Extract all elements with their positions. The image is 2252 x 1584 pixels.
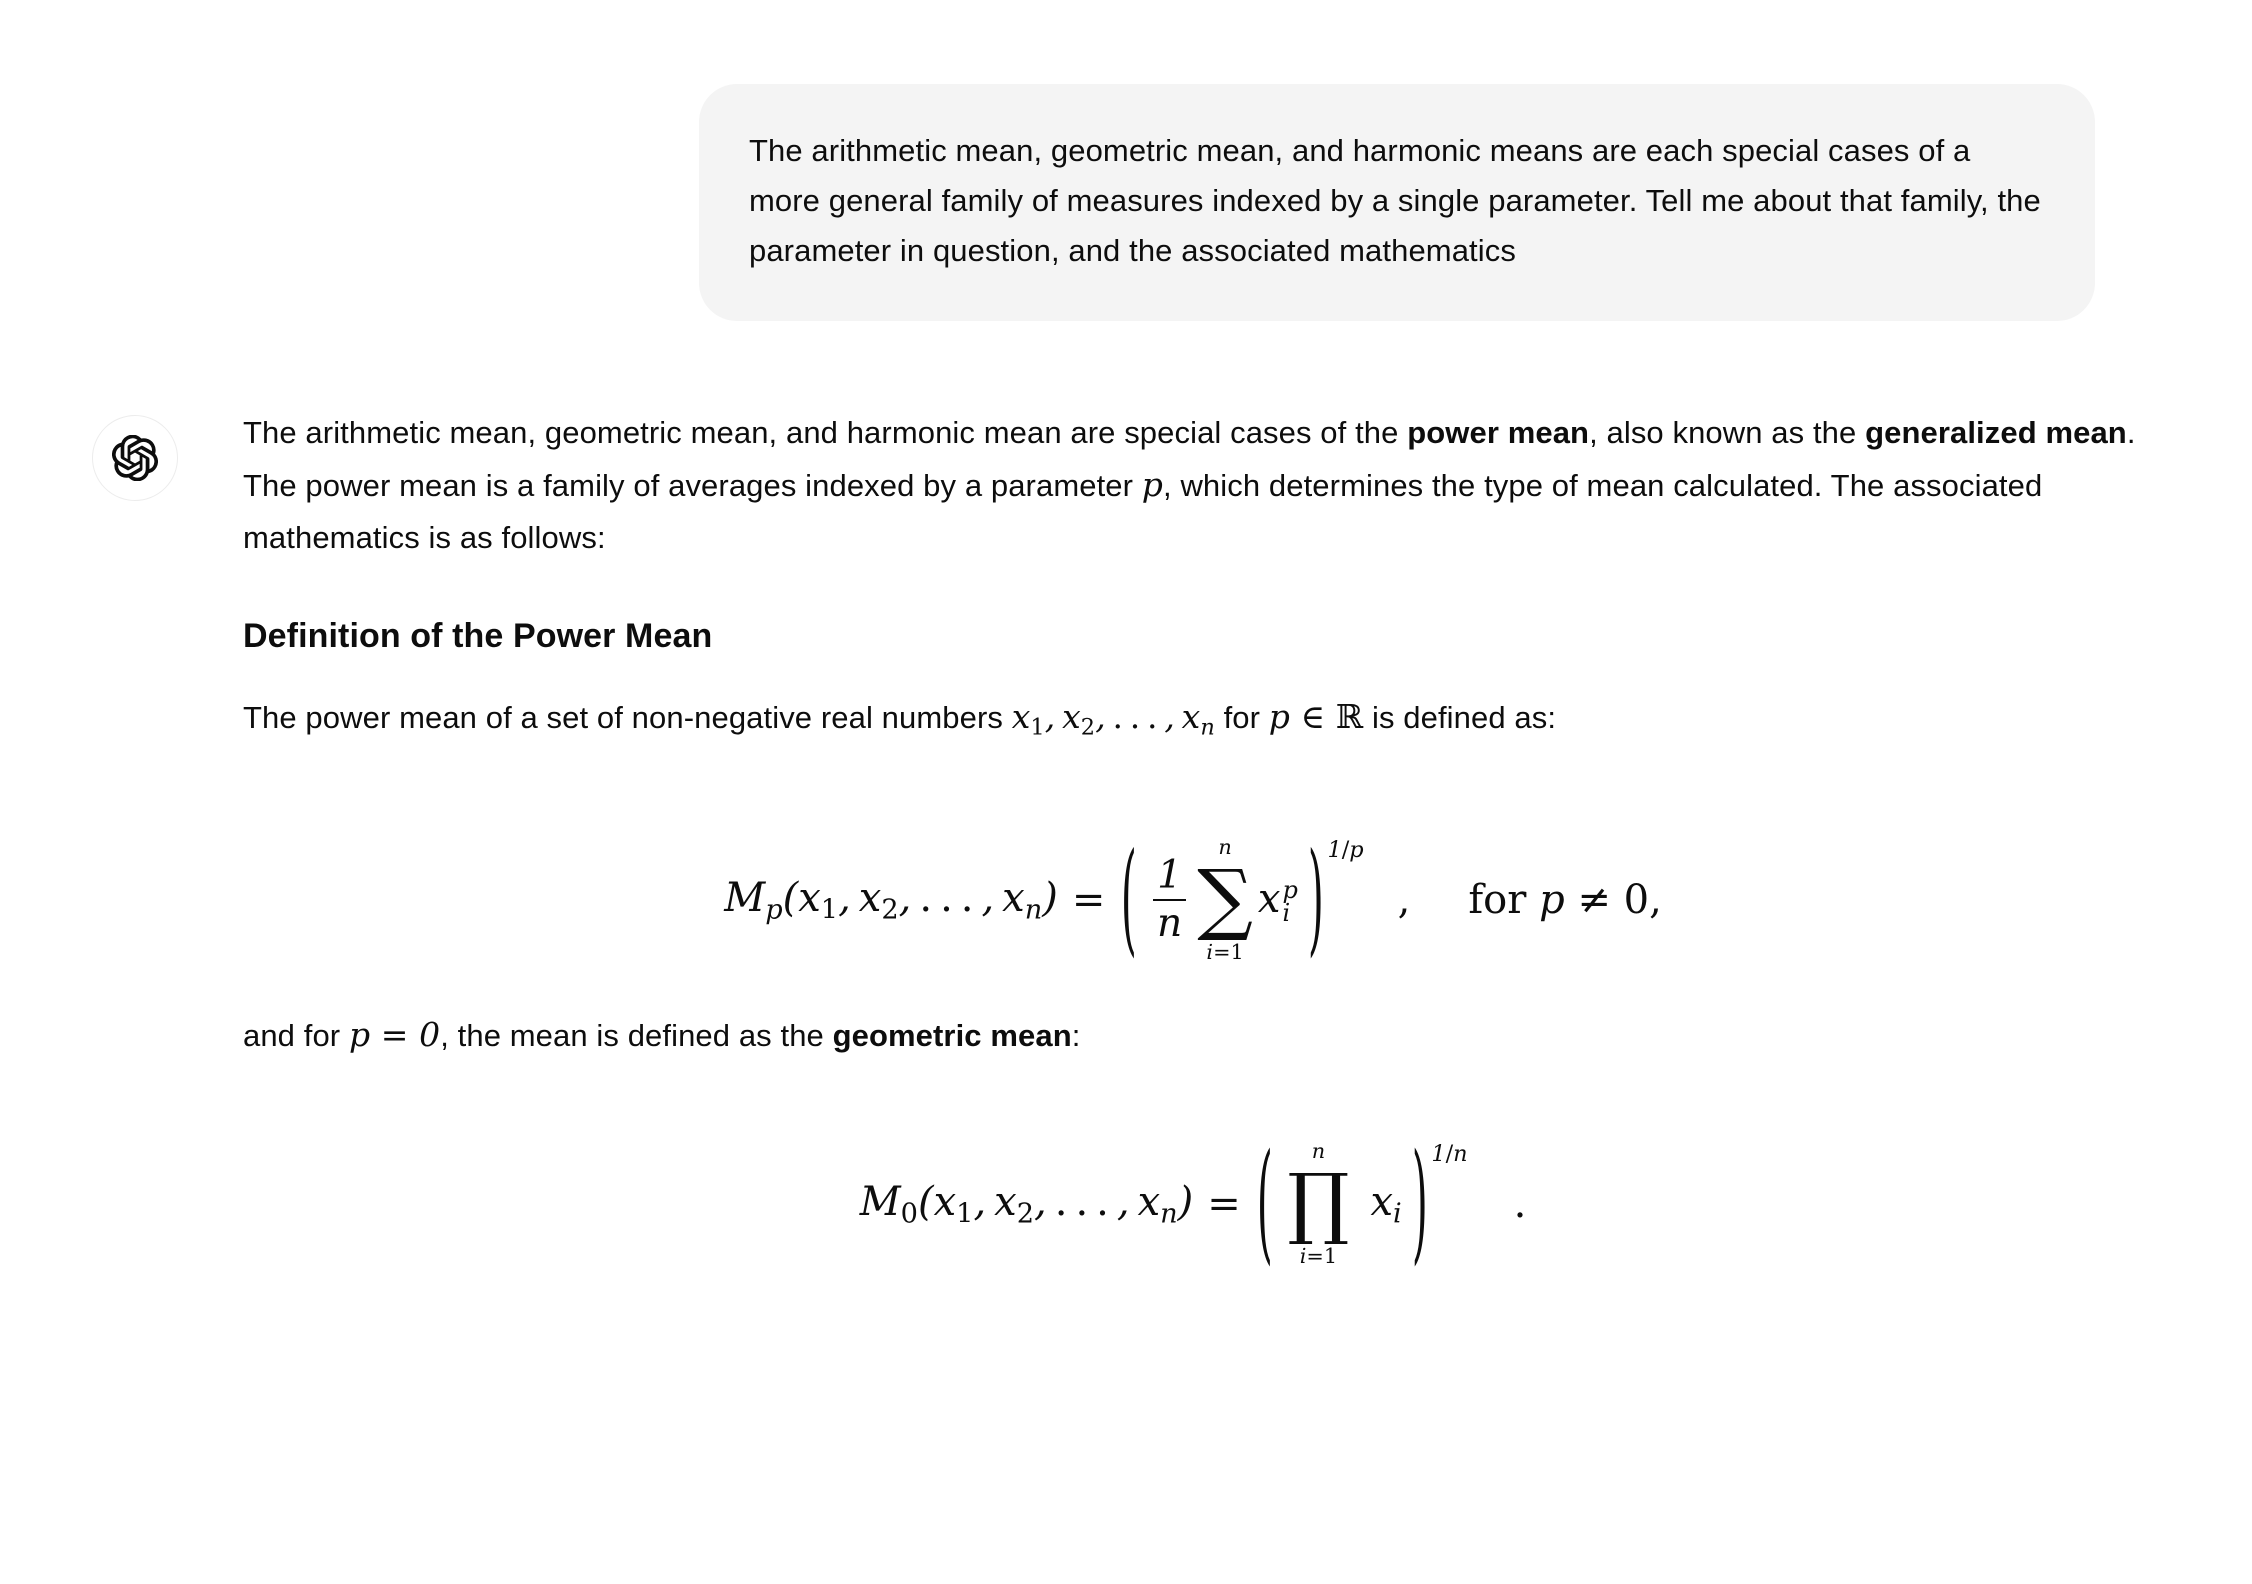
formula2-inner: [1274, 1139, 1409, 1268]
mid-text-part-2: , the mean is defined as the: [440, 1017, 833, 1053]
display-formula-geometric-mean: [243, 1104, 2143, 1304]
display-formula-power-mean: [243, 793, 2143, 1008]
product-lower-limit: i=1: [1299, 1243, 1338, 1268]
intro-text-part-3: . The power mean is a family of averages indexed by a parameter: [243, 414, 2136, 503]
lead-text-part-2: for: [1214, 700, 1269, 736]
formula1-condition: for p ≠ 0,: [1468, 877, 1662, 924]
left-paren-icon: (: [1256, 1129, 1273, 1279]
assistant-message-turn: [0, 321, 2252, 1304]
section-heading-definition: Definition of the Power Mean: [243, 617, 713, 656]
mid-text-part-1: and for: [243, 1017, 349, 1053]
inline-math-variable-list: $x_1$, $x_2$, . . . , $x_n$: [1011, 697, 1215, 741]
inline-math-domain: p ∈ ℝ: [1268, 697, 1364, 737]
lead-line-paragraph: [243, 690, 2143, 746]
formula1-comma: ,: [1397, 877, 1411, 924]
formula2-factor: $x_i$: [1370, 1178, 1402, 1230]
intro-text-part-2: , also known as the: [1589, 414, 1866, 450]
lead-text-part-3: is defined as:: [1363, 700, 1557, 736]
product-upper-limit: n: [1311, 1139, 1326, 1164]
formula2-equals: =: [1207, 1181, 1241, 1228]
sigma-icon: ∑: [1197, 854, 1253, 945]
formula1-equals: =: [1071, 877, 1106, 924]
summation-operator: [1197, 835, 1253, 964]
formula1-parenthesized-expression: [1119, 830, 1364, 971]
user-message-turn: [0, 0, 2252, 321]
assistant-avatar: [92, 415, 178, 501]
openai-logo-icon: [112, 435, 158, 481]
formula1-inner: [1139, 835, 1306, 964]
lead-text-part-1: The power mean of a set of non-negative real numbers: [243, 700, 1012, 736]
mid-text-part-3: :: [1071, 1017, 1081, 1053]
mid-bold-geometric-mean: geometric mean: [832, 1017, 1072, 1053]
formula1-exponent: 1/p: [1327, 837, 1364, 864]
intro-text-part-4: , which determines the type of mean calculated. The associated mathematics is as follows:: [243, 467, 2043, 556]
formula2-exponent: 1/n: [1431, 1141, 1468, 1168]
formula1-lhs: $M_p(x_1$, $x_2$, . . . , $x_n$): [724, 874, 1058, 926]
intro-bold-generalized-mean: generalized mean: [1865, 414, 2127, 450]
intro-text-part-1: The arithmetic mean, geometric mean, and harmonic mean are special cases of the: [243, 414, 1408, 450]
right-paren-icon: ): [1307, 830, 1324, 971]
formula1-fraction-one-over-n: [1153, 852, 1186, 947]
mid-line-paragraph: [243, 1008, 2143, 1062]
right-paren-icon: ): [1411, 1129, 1428, 1279]
sum-upper-limit: n: [1218, 835, 1232, 860]
formula2-trailing-period: .: [1513, 1181, 1527, 1228]
formula2-parenthesized-expression: [1255, 1129, 1468, 1279]
assistant-intro-paragraph: [243, 407, 2143, 564]
sum-lower-limit: i=1: [1206, 939, 1244, 964]
formula2-lhs: $M_0(x_1$, $x_2$, . . . , $x_n$): [859, 1178, 1194, 1230]
assistant-message-body: [243, 407, 2143, 1304]
left-paren-icon: (: [1121, 830, 1138, 971]
inline-math-p: p: [1141, 464, 1164, 504]
product-operator: [1287, 1139, 1349, 1268]
user-message-bubble[interactable]: The arithmetic mean, geometric mean, and harmonic means are each special cases of a more general family of measures indexed by a single parameter. Tell me about that family, the parameter in question, and the associated mathematics: [699, 84, 2095, 321]
intro-bold-power-mean: power mean: [1407, 414, 1590, 450]
pi-product-icon: ∏: [1287, 1158, 1350, 1249]
fraction-numerator: 1: [1157, 852, 1183, 898]
inline-math-p-equals-zero: p = 0: [348, 1014, 441, 1054]
formula1-summand: x p i: [1257, 875, 1298, 927]
fraction-denominator: n: [1153, 899, 1186, 945]
